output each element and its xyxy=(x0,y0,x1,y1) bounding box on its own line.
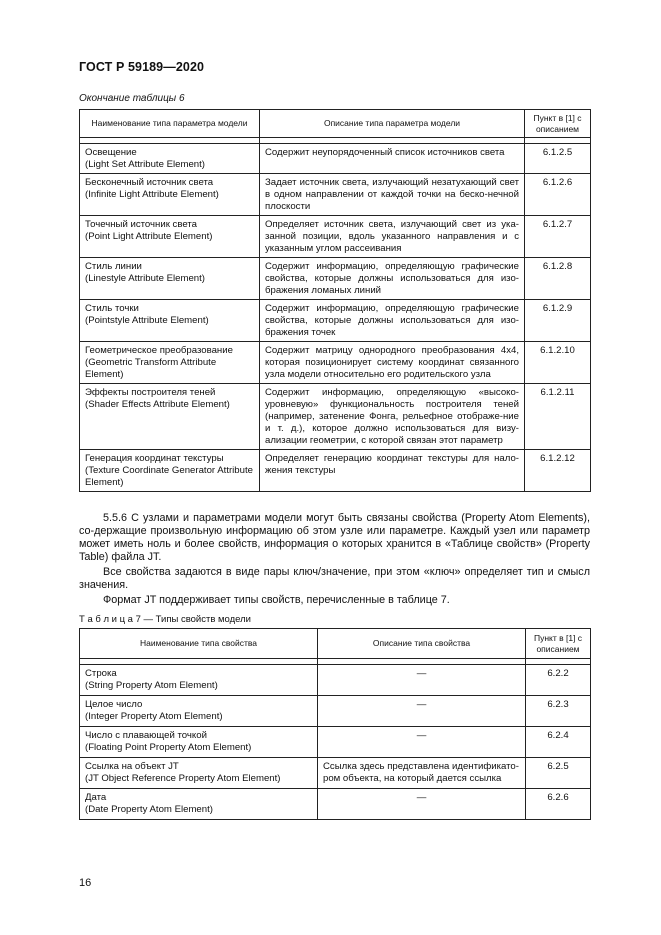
table7-header-ref: Пункт в [1] с описанием xyxy=(526,629,591,659)
page-number: 16 xyxy=(79,877,92,889)
document-id: ГОСТ Р 59189—2020 xyxy=(79,60,205,74)
row-name-cell: Генерация координат текстуры (Texture Coordinate Generator Attribute Element) xyxy=(80,450,260,492)
row-desc-cell: Ссылка здесь представлена идентификато-ром объекта, на который дается ссылка xyxy=(318,758,526,789)
row-ref-cell: 6.2.3 xyxy=(526,696,591,727)
row-ref-cell: 6.2.6 xyxy=(526,789,591,820)
row-desc-cell: Содержит информацию, определяющую графические свойства, которые должны использоваться для изо-бражения ломаных линий xyxy=(260,258,525,300)
row-desc-cell: Содержит информацию, определяющую графические свойства, которые должны использоваться для изо-бражения точек xyxy=(260,300,525,342)
row-ref-cell: 6.2.5 xyxy=(526,758,591,789)
row-desc-cell: — xyxy=(318,727,526,758)
table6-header-desc: Описание типа параметра модели xyxy=(260,110,525,138)
table6-header-name: Наименование типа параметра модели xyxy=(80,110,260,138)
row-name-cell: Стиль линии (Linestyle Attribute Element) xyxy=(80,258,260,300)
table-row xyxy=(80,450,591,492)
row-ref-cell: 6.1.2.8 xyxy=(525,258,591,300)
table7-header-desc: Описание типа свойства xyxy=(318,629,526,659)
table6-header-ref: Пункт в [1] с описанием xyxy=(525,110,591,138)
row-name-cell: Дата (Date Property Atom Element) xyxy=(80,789,318,820)
paragraph-table7-intro: Формат JT поддерживает типы свойств, перечисленные в таблице 7. xyxy=(103,594,450,606)
row-name-cell: Эффекты построителя теней (Shader Effects Attribute Element) xyxy=(80,384,260,450)
row-name-cell: Освещение (Light Set Attribute Element) xyxy=(80,144,260,174)
table6 xyxy=(79,109,591,492)
table-row xyxy=(80,789,591,820)
row-desc-cell: Задает источник света, излучающий незатухающий свет в одном направлении от каждой точки на беско-нечной плоскости xyxy=(260,174,525,216)
row-desc-cell: Содержит информацию, определяющую «высоко-уровневую» функциональность построителя теней (например, затенение Фонга, рельефное отображе-ние и т. д.), которое должно использоваться для визу-ализации геометрии, с которой связан этот параметр xyxy=(260,384,525,450)
table-row xyxy=(80,696,591,727)
row-ref-cell: 6.1.2.5 xyxy=(525,144,591,174)
row-desc-cell: Содержит матрицу однородного преобразования 4х4, которая позиционирует систему координат связанного узла модели относительно его родительского узла xyxy=(260,342,525,384)
row-ref-cell: 6.1.2.12 xyxy=(525,450,591,492)
row-name-cell: Целое число (Integer Property Atom Element) xyxy=(80,696,318,727)
row-ref-cell: 6.2.4 xyxy=(526,727,591,758)
row-ref-cell: 6.1.2.11 xyxy=(525,384,591,450)
row-desc-cell: — xyxy=(318,789,526,820)
row-ref-cell: 6.1.2.9 xyxy=(525,300,591,342)
row-ref-cell: 6.1.2.7 xyxy=(525,216,591,258)
row-desc-cell: — xyxy=(318,696,526,727)
paragraph-5-5-6: 5.5.6 С узлами и параметрами модели могут быть связаны свойства (Property Atom Elements), со-держащие произвольную информацию об этом узле или параметре. Каждый узел или параметр может иметь ноль и более свойств, информация о которых хранится в «Таблице свойств» (Property Table) файла JT. xyxy=(79,512,590,563)
table-row xyxy=(80,384,591,450)
row-desc-cell: Определяет генерацию координат текстуры для нало-жения текстуры xyxy=(260,450,525,492)
row-desc-cell: Содержит неупорядоченный список источников света xyxy=(260,144,525,174)
row-ref-cell: 6.2.2 xyxy=(526,665,591,696)
table-row xyxy=(80,258,591,300)
table-row xyxy=(80,758,591,789)
table-row xyxy=(80,300,591,342)
row-name-cell: Строка (String Property Atom Element) xyxy=(80,665,318,696)
row-desc-cell: Определяет источник света, излучающий свет из ука-занной позиции, вдоль указанного направления и с указанным углом рассеивания xyxy=(260,216,525,258)
row-name-cell: Точечный источник света (Point Light Attribute Element) xyxy=(80,216,260,258)
table6-caption: Окончание таблицы 6 xyxy=(79,93,185,104)
row-name-cell: Геометрическое преобразование (Geometric Transform Attribute Element) xyxy=(80,342,260,384)
table-row xyxy=(80,216,591,258)
row-name-cell: Ссылка на объект JT (JT Object Reference Property Atom Element) xyxy=(80,758,318,789)
table7-header-name: Наименование типа свойства xyxy=(80,629,318,659)
row-ref-cell: 6.1.2.6 xyxy=(525,174,591,216)
row-name-cell: Стиль точки (Pointstyle Attribute Element) xyxy=(80,300,260,342)
table-row xyxy=(80,665,591,696)
row-desc-cell: — xyxy=(318,665,526,696)
table-row xyxy=(80,342,591,384)
row-ref-cell: 6.1.2.10 xyxy=(525,342,591,384)
paragraph-key-value: Все свойства задаются в виде пары ключ/значение, при этом «ключ» определяет тип и смысл значения. xyxy=(79,566,590,591)
table-row xyxy=(80,174,591,216)
row-name-cell: Бесконечный источник света (Infinite Light Attribute Element) xyxy=(80,174,260,216)
table-row xyxy=(80,727,591,758)
table7-caption: Т а б л и ц а 7 — Типы свойств модели xyxy=(79,614,251,625)
table-row xyxy=(80,144,591,174)
row-name-cell: Число с плавающей точкой (Floating Point Property Atom Element) xyxy=(80,727,318,758)
table7 xyxy=(79,628,591,820)
